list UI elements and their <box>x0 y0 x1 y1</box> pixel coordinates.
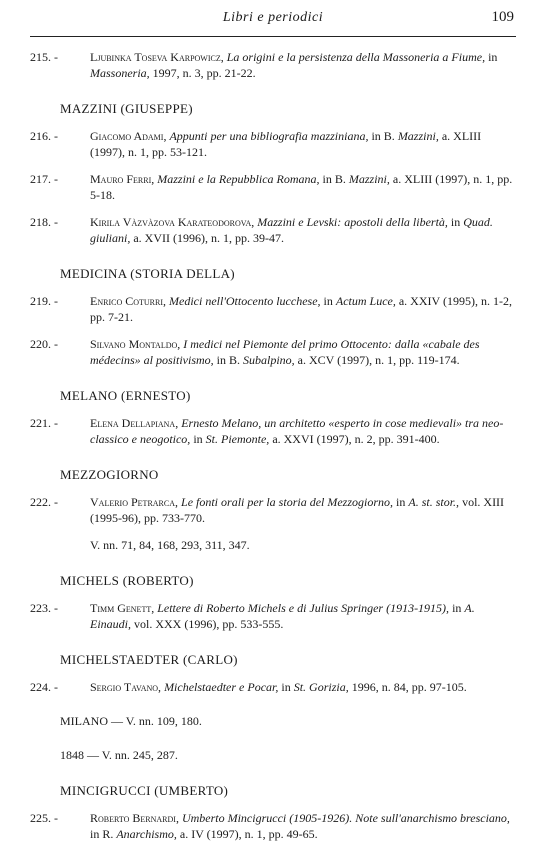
entry-text <box>90 415 516 447</box>
cross-reference-1848: 1848 — V. nn. 245, 287. <box>60 748 178 762</box>
entry-number: 215. - <box>30 50 58 64</box>
running-title: Libri e periodici <box>222 10 324 25</box>
entry-details: a. IV (1997), n. 1, pp. 49-65. <box>179 827 318 841</box>
entry-225 <box>30 810 516 842</box>
section-heading: MICHELSTAEDTER (CARLO) <box>60 652 238 667</box>
entry-details: 1997, n. 3, pp. 21-22. <box>152 66 256 80</box>
entry-author: Roberto Bernardi, <box>90 811 179 825</box>
entry-in: in <box>450 215 461 229</box>
entry-number: 220. - <box>30 337 58 351</box>
entry-author: Enrico Coturri, <box>90 294 167 308</box>
entry-text <box>90 600 516 632</box>
entry-text <box>90 810 516 842</box>
entry-title: Mazzini e la Repubblica Romana, <box>157 172 320 186</box>
entry-details: a. XXVI (1997), n. 2, pp. 391-400. <box>272 432 440 446</box>
page-number: 109 <box>491 9 514 25</box>
entry-author: Kirila Vàzvàzova Karateodorova, <box>90 215 255 229</box>
entry-author: Valerio Petrarca, <box>90 495 179 509</box>
section-heading: MAZZINI (GIUSEPPE) <box>60 101 193 116</box>
entry-number: 223. - <box>30 601 58 615</box>
entry-215 <box>30 49 516 81</box>
entry-text <box>90 171 516 203</box>
entry-216 <box>30 128 516 160</box>
entry-journal: A. st. stor., <box>408 495 460 509</box>
entry-in: in <box>323 294 333 308</box>
section-heading: MINCIGRUCCI (UMBERTO) <box>60 783 229 798</box>
entry-author: Elena Dellapiana, <box>90 416 179 430</box>
entry-details: vol. XIII (1995-96), pp. 733-770. <box>90 495 505 525</box>
entry-text <box>90 49 516 81</box>
entry-journal: St. Piemonte, <box>205 432 270 446</box>
entry-title: Le fonti orali per la storia del Mezzogiorno, <box>181 495 394 509</box>
entry-in: in <box>281 680 291 694</box>
section-heading: MELANO (ERNESTO) <box>60 388 191 403</box>
section-heading: MEZZOGIORNO <box>60 467 159 482</box>
entry-in: in R. <box>90 827 114 841</box>
entry-title: Lettere di Roberto Michels e di Julius Springer (1913-1915), <box>157 601 450 615</box>
entry-in: in <box>452 601 462 615</box>
entry-text <box>90 214 516 246</box>
entry-number: 225. - <box>30 811 58 825</box>
entry-number: 222. - <box>30 495 58 509</box>
entry-author: Silvano Montaldo, <box>90 337 181 351</box>
entry-text <box>90 494 516 526</box>
entry-journal: Actum Luce, <box>335 294 396 308</box>
entry-223 <box>30 600 516 632</box>
entry-222 <box>30 494 516 526</box>
section-heading: MEDICINA (STORIA DELLA) <box>60 266 235 281</box>
entry-text <box>90 679 516 695</box>
section-heading: MICHELS (ROBERTO) <box>60 573 194 588</box>
entry-journal: Subalpino, <box>243 353 295 367</box>
entry-217 <box>30 171 516 203</box>
entry-journal: Quad. giuliani, <box>90 215 493 245</box>
entry-journal: Massoneria, <box>90 66 150 80</box>
entry-journal: Anarchismo, <box>116 827 177 841</box>
entry-in: in <box>488 50 498 64</box>
entry-221 <box>30 415 516 447</box>
entry-author: Giacomo Adami, <box>90 129 167 143</box>
entry-number: 224. - <box>30 680 58 694</box>
entry-journal: St. Gorizia, <box>293 680 349 694</box>
entry-title: Ernesto Melano, un architetto «esperto in cose medievali» tra neo-classico e neogotico, <box>90 416 504 446</box>
entry-219 <box>30 293 516 325</box>
entry-218 <box>30 214 516 246</box>
entry-title: Mazzini e Levski: apostoli della libertà, <box>257 215 448 229</box>
entry-author: Mauro Ferri, <box>90 172 155 186</box>
entry-journal: Mazzini, <box>348 172 390 186</box>
entry-details: a. XXIV (1995), n. 1-2, pp. 7-21. <box>90 294 512 324</box>
entry-title: Medici nell'Ottocento lucchese, <box>169 294 321 308</box>
bibliography-list <box>30 49 516 853</box>
entry-text <box>90 128 516 160</box>
entry-220 <box>30 336 516 368</box>
entry-number: 217. - <box>30 172 58 186</box>
see-also-reference: V. nn. 71, 84, 168, 293, 311, 347. <box>90 538 250 552</box>
entry-details: 1996, n. 84, pp. 97-105. <box>351 680 467 694</box>
entry-author: Ljubinka Toseva Karpowicz, <box>90 50 224 64</box>
entry-journal: A. Einaudi, <box>90 601 475 631</box>
entry-in: in <box>193 432 203 446</box>
entry-author: Timm Genett, <box>90 601 155 615</box>
entry-text <box>90 293 516 325</box>
entry-title: Michelstaedter e Pocar, <box>164 680 279 694</box>
entry-details: a. XLIII (1997), n. 1, pp. 5-18. <box>90 172 513 202</box>
entry-in: in B. <box>322 172 346 186</box>
entry-number: 218. - <box>30 215 58 229</box>
entry-title: La origini e la persistenza della Massoneria a Fiume, <box>226 50 486 64</box>
entry-author: Sergio Tavano, <box>90 680 162 694</box>
entry-text <box>90 336 516 368</box>
entry-in: in <box>396 495 406 509</box>
cross-reference-milano: MILANO — V. nn. 109, 180. <box>60 714 202 728</box>
page-header <box>30 7 516 31</box>
entry-details: vol. XXX (1996), pp. 533-555. <box>134 617 284 631</box>
entry-in: in B. <box>371 129 395 143</box>
entry-title: Appunti per una bibliografia mazziniana, <box>169 129 369 143</box>
entry-title: I medici nel Piemonte del primo Ottocento: dalla «cabale des médecins» al positivismo, <box>90 337 480 367</box>
entry-title: Umberto Mincigrucci (1905-1926). Note sull'anarchismo bresciano, <box>181 811 510 825</box>
header-rule <box>30 36 516 37</box>
entry-details: a. XCV (1997), n. 1, pp. 119-174. <box>297 353 460 367</box>
entry-journal: Mazzini, <box>397 129 439 143</box>
entry-details: a. XVII (1996), n. 1, pp. 39-47. <box>133 231 284 245</box>
entry-224 <box>30 679 516 695</box>
entry-number: 219. - <box>30 294 58 308</box>
entry-number: 221. - <box>30 416 58 430</box>
entry-in: in B. <box>216 353 240 367</box>
entry-number: 216. - <box>30 129 58 143</box>
entry-details: a. XLIII (1997), n. 1, pp. 53-121. <box>90 129 482 159</box>
